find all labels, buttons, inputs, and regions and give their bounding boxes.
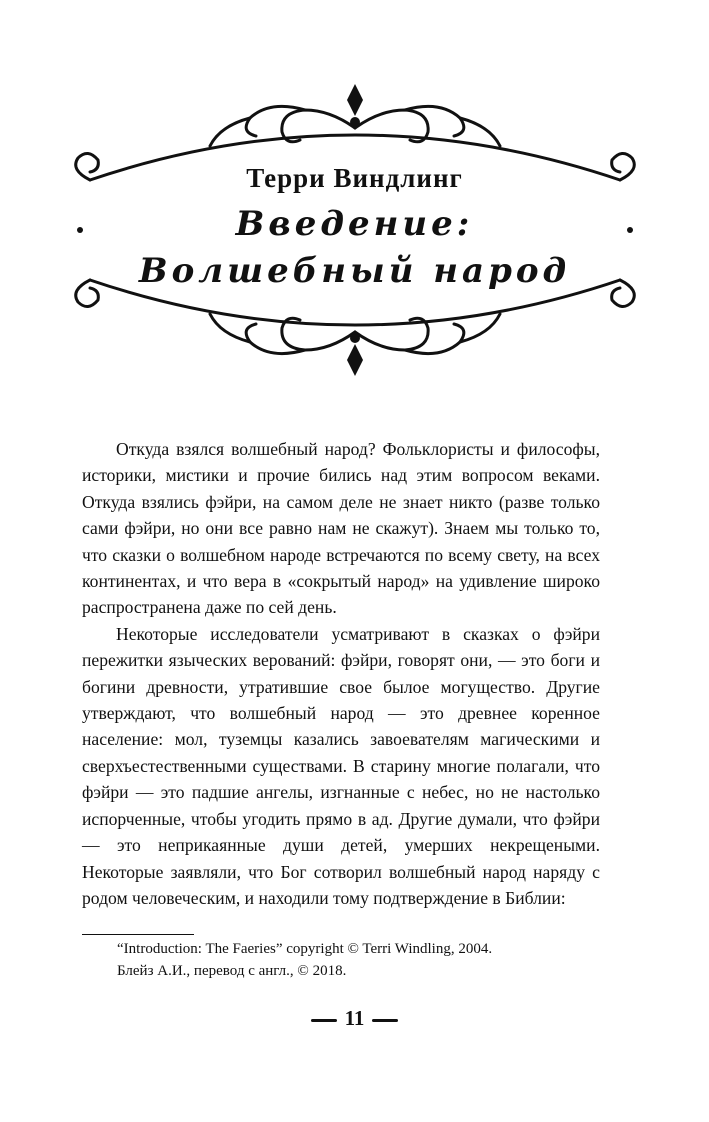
page-number-dash-left [311,1019,337,1022]
paragraph: Откуда взялся волшебный народ? Фольклористы и философы, историки, мистики и прочие бились над этим вопросом веками. Откуда взялись фэйри, на самом деле не знает никто (разве только сами фэйри, но они все равно нам не скажут). Знаем мы только то, что сказки о волшебном народе встречаются по всему свету, на всех континентах, и что вера в «сокрытый народ» на удивление широко распространена даже по сей день. [82,439,600,618]
footnotes [117,938,597,982]
page-number: 11 [344,1006,365,1030]
chapter-title-line-1: Введение: [235,204,474,244]
footnote-divider [82,934,194,935]
paragraph: Некоторые исследователи усматривают в сказках о фэйри пережитки языческих верований: фэйри, говорят они, — это боги и богини древности, утратившие свое былое могущество. Другие утверждают, что волшебный народ — это древнее коренное население: мол, туземцы казались завоевателям магическими и сверхъестественными существами. В старину многие полагали, что фэйри — это падшие ангелы, изгнанные с небес, но не настолько испорченные, чтобы угодить прямо в ад. Другие думали, что фэйри — это неприкаянные души детей, умерших некрещеными. Некоторые заявляли, что Бог сотворил волшебный народ наряду с родом человеческим, и находили тому подтверждение в Библии: [82,623,600,908]
chapter-title-line-2: Волшебный народ [138,251,571,291]
author-name: Терри Виндлинг [246,163,463,193]
page-number-block [0,1006,709,1031]
footnote-translation: Блейз А.И., перевод с англ., © 2018. [117,963,347,979]
body-text [82,436,600,911]
page-number-dash-right [372,1019,398,1022]
footnote-copyright: “Introduction: The Faeries” copyright © Terri Windling, 2004. [117,941,493,957]
